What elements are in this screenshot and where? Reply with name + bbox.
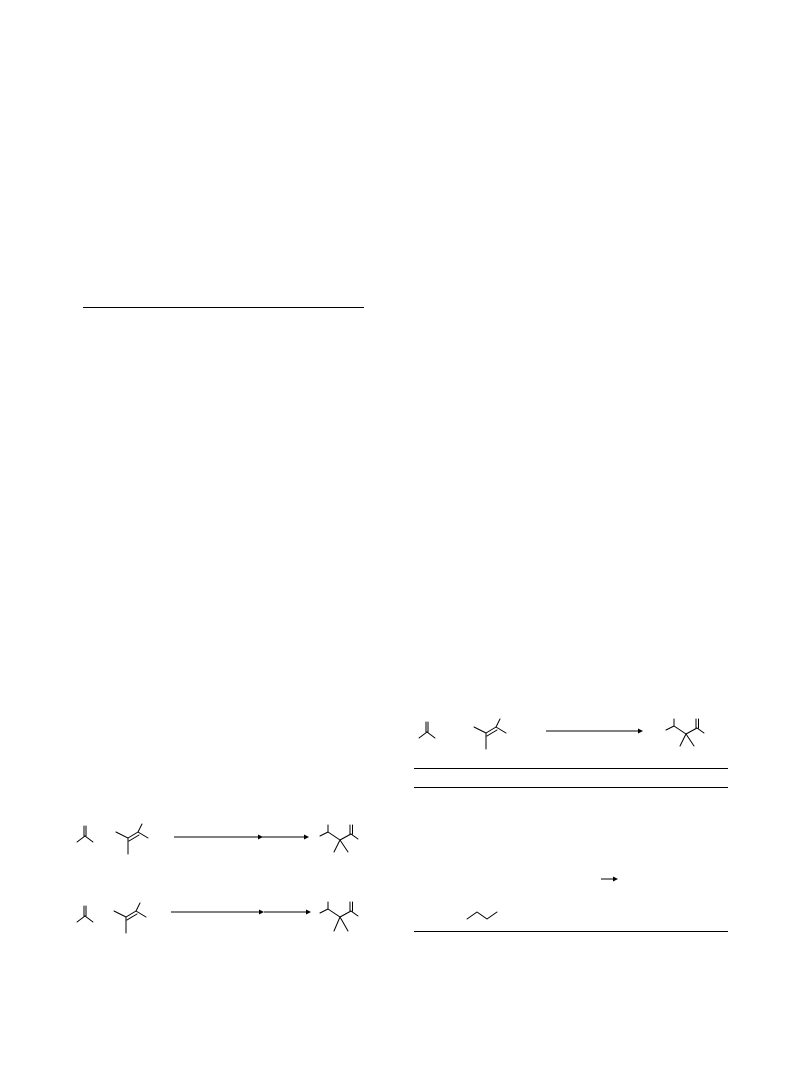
table-top-rule [414, 768, 728, 769]
reaction-arrow-2 [264, 908, 312, 916]
tetramethylethylene-structure [112, 899, 152, 939]
reaction-arrow [546, 727, 644, 735]
product-structure [664, 718, 710, 752]
table-header-rule [414, 787, 728, 788]
isobutylene-structure [416, 720, 446, 750]
isobutylene-structure [74, 904, 104, 934]
alkyl-chain-structure [466, 909, 500, 923]
table-bottom-rule [414, 931, 728, 932]
footnote-rule [83, 307, 364, 308]
product-structure [318, 901, 364, 937]
isobutylene-structure [74, 824, 104, 854]
product-structure [318, 824, 364, 858]
inline-arrow [601, 875, 619, 883]
reaction-arrow-2 [262, 833, 310, 841]
reaction-arrow-1 [174, 833, 264, 841]
reaction-arrow-1 [171, 908, 265, 916]
tetramethylethylene-structure [472, 715, 512, 755]
tetramethylethylene-structure [114, 820, 154, 860]
